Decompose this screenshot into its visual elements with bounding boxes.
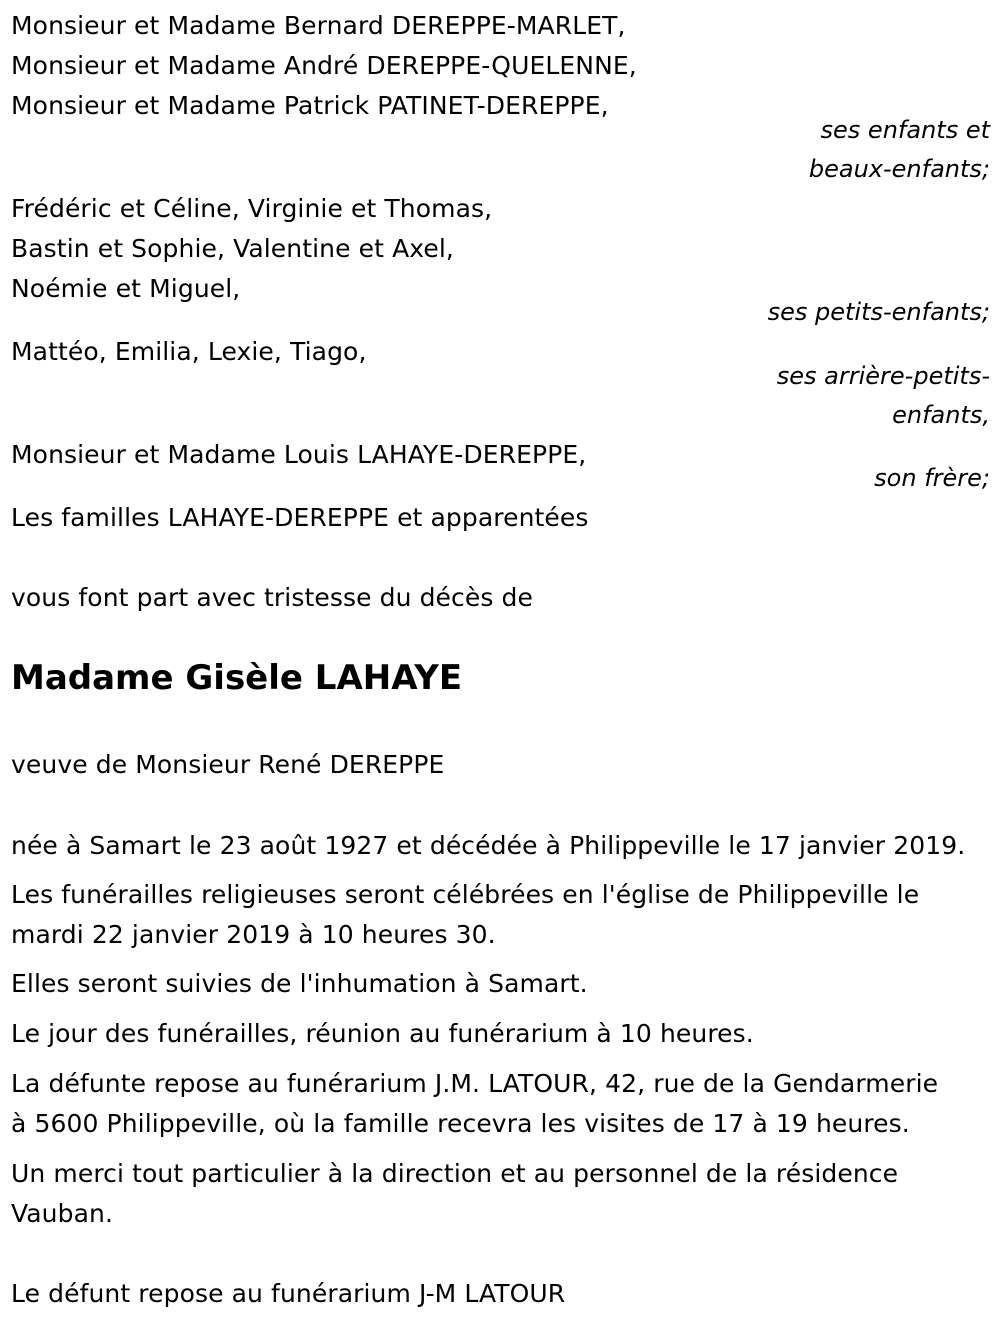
deceased-name: Madame Gisèle LAHAYE <box>11 658 463 698</box>
birth-death-line: née à Samart le 23 août 1927 et décédée à Philippeville le 17 janvier 2019. <box>11 831 966 860</box>
great-grandchildren-role-line-2: enfants, <box>892 401 990 429</box>
children-line-1: Monsieur et Madame Bernard DEREPPE-MARLET, <box>11 11 626 40</box>
funeral-line-1: Les funérailles religieuses seront célébrées en l'église de Philippeville le <box>11 880 920 909</box>
gathering-line: Le jour des funérailles, réunion au funérarium à 10 heures. <box>11 1019 754 1048</box>
grandchildren-line-1: Frédéric et Céline, Virginie et Thomas, <box>11 194 493 223</box>
children-role-line-2: beaux-enfants; <box>808 155 990 183</box>
visitation-line-1: La défunte repose au funérarium J.M. LATOUR, 42, rue de la Gendarmerie <box>11 1069 939 1098</box>
funeral-line-2: mardi 22 janvier 2019 à 10 heures 30. <box>11 920 496 949</box>
grandchildren-line-3: Noémie et Miguel, <box>11 274 241 303</box>
great-grandchildren-role-line-1: ses arrière-petits- <box>776 362 990 390</box>
thanks-line-1: Un merci tout particulier à la direction et au personnel de la résidence <box>11 1159 899 1188</box>
brother-line: Monsieur et Madame Louis LAHAYE-DEREPPE, <box>11 440 587 469</box>
families-line: Les familles LAHAYE-DEREPPE et apparentées <box>11 503 589 532</box>
widow-of-line: veuve de Monsieur René DEREPPE <box>11 750 445 779</box>
announcement-text: vous font part avec tristesse du décès de <box>11 583 533 612</box>
brother-role: son frère; <box>874 464 990 492</box>
children-line-3: Monsieur et Madame Patrick PATINET-DEREPPE, <box>11 91 609 120</box>
children-line-2: Monsieur et Madame André DEREPPE-QUELENNE, <box>11 51 637 80</box>
great-grandchildren-line: Mattéo, Emilia, Lexie, Tiago, <box>11 337 367 366</box>
burial-line: Elles seront suivies de l'inhumation à Samart. <box>11 969 588 998</box>
grandchildren-line-2: Bastin et Sophie, Valentine et Axel, <box>11 234 454 263</box>
footer-line: Le défunt repose au funérarium J-M LATOUR <box>11 1279 566 1308</box>
visitation-line-2: à 5600 Philippeville, où la famille recevra les visites de 17 à 19 heures. <box>11 1109 910 1138</box>
grandchildren-role: ses petits-enfants; <box>767 298 990 326</box>
thanks-line-2: Vauban. <box>11 1199 114 1228</box>
children-role-line-1: ses enfants et <box>820 116 990 144</box>
